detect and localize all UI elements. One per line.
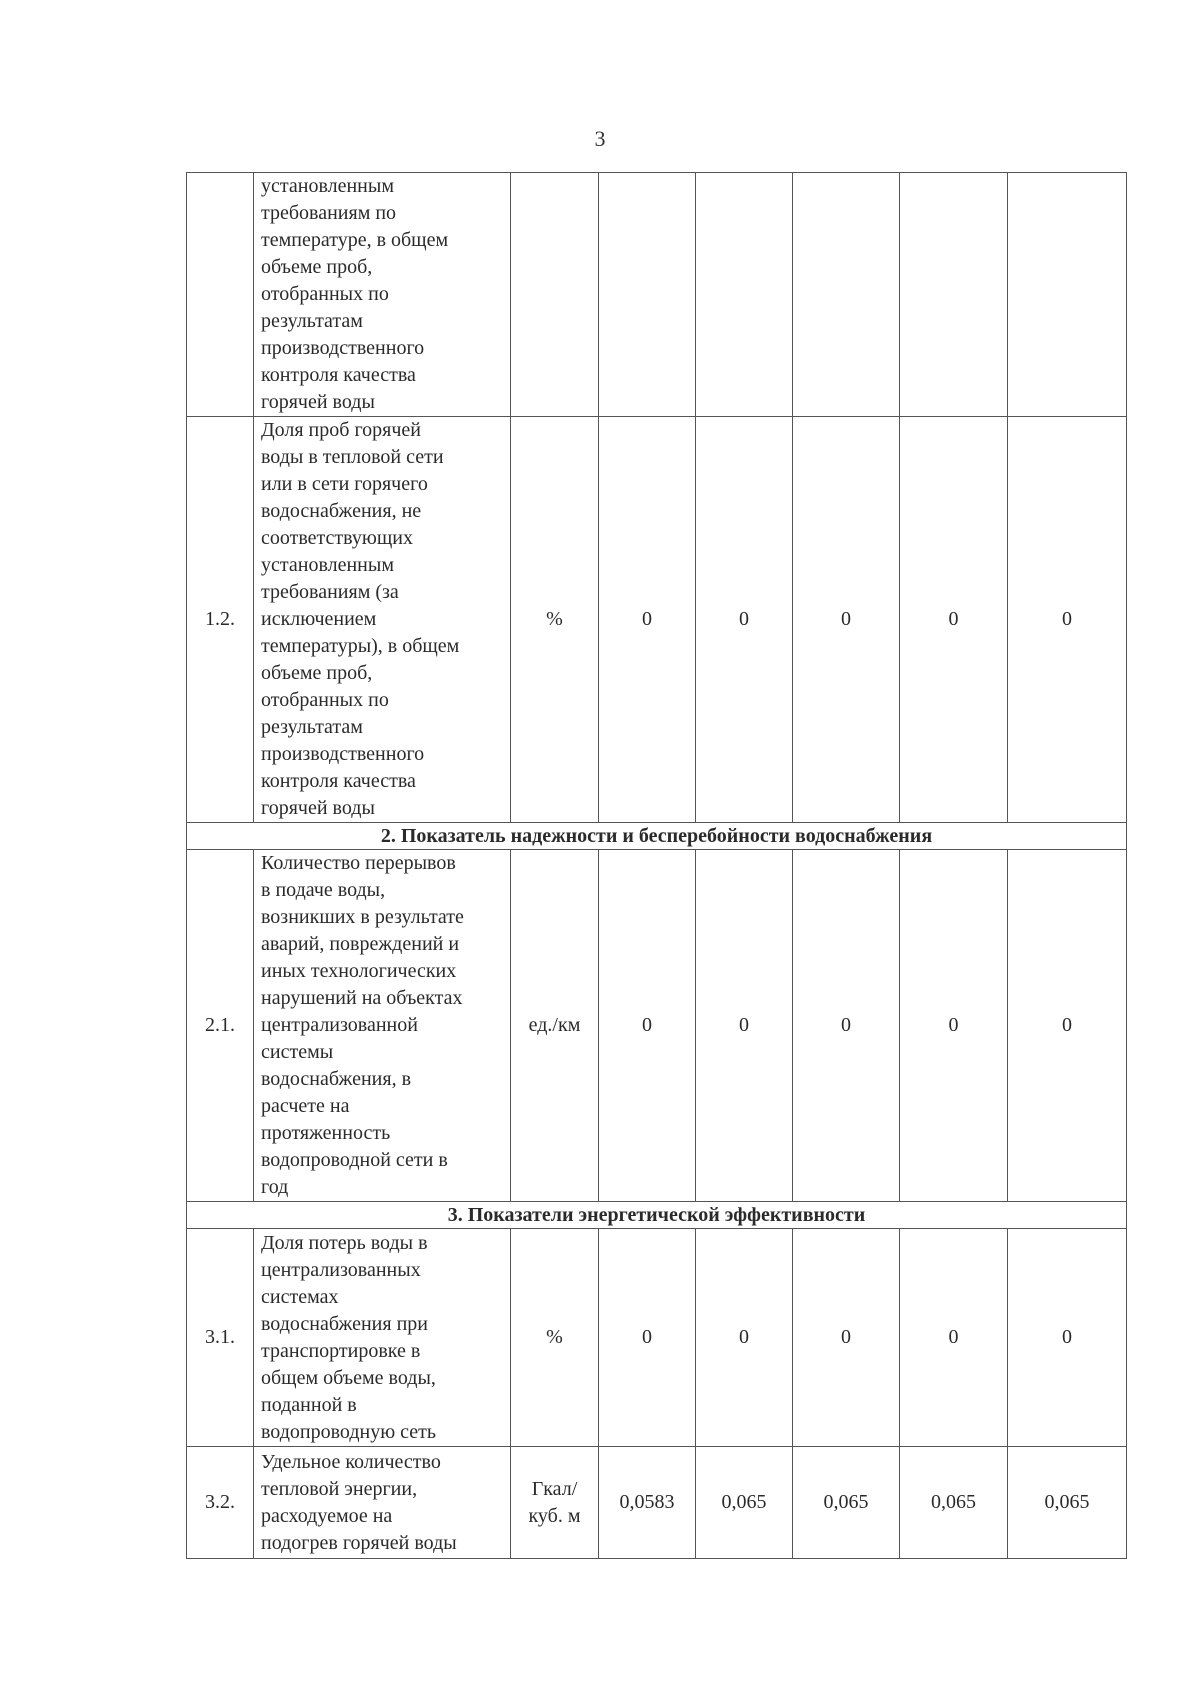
value-cell: 0 <box>900 850 1008 1202</box>
row-number <box>187 173 254 417</box>
indicators-table <box>186 172 1127 1559</box>
table-row <box>187 417 1127 823</box>
value-cell: 0 <box>599 1229 696 1447</box>
unit-cell: Гкал/ куб. м <box>511 1447 599 1559</box>
value-cell: 0 <box>1008 1229 1127 1447</box>
value-cell: 0 <box>696 850 793 1202</box>
section-header <box>187 823 1127 850</box>
table-row <box>187 173 1127 417</box>
indicator-description: установленным требованиям по температуре, в общем объеме проб, отобранных по результатам производственного контроля качества горячей воды <box>254 173 511 417</box>
unit-cell: % <box>511 417 599 823</box>
value-cell <box>900 173 1008 417</box>
value-cell: 0 <box>696 417 793 823</box>
value-cell <box>599 173 696 417</box>
value-cell: 0 <box>1008 417 1127 823</box>
table-row <box>187 1229 1127 1447</box>
row-number: 3.1. <box>187 1229 254 1447</box>
value-cell: 0 <box>900 417 1008 823</box>
value-cell: 0 <box>696 1229 793 1447</box>
section-header <box>187 1202 1127 1229</box>
value-cell: 0 <box>900 1229 1008 1447</box>
value-cell: 0,065 <box>696 1447 793 1559</box>
row-number: 1.2. <box>187 417 254 823</box>
row-number: 3.2. <box>187 1447 254 1559</box>
unit-cell: ед./км <box>511 850 599 1202</box>
value-cell: 0 <box>599 417 696 823</box>
page-number: 3 <box>594 126 606 151</box>
table-row <box>187 1447 1127 1559</box>
value-cell: 0 <box>1008 850 1127 1202</box>
value-cell: 0,065 <box>1008 1447 1127 1559</box>
value-cell <box>1008 173 1127 417</box>
indicator-description: Удельное количество тепловой энергии, расходуемое на подогрев горячей воды <box>254 1447 511 1559</box>
indicator-description: Доля потерь воды в централизованных системах водоснабжения при транспортировке в общем объеме воды, поданной в водопроводную сеть <box>254 1229 511 1447</box>
unit-cell: % <box>511 1229 599 1447</box>
value-cell: 0 <box>793 417 900 823</box>
value-cell: 0 <box>793 1229 900 1447</box>
section-title: 2. Показатель надежности и бесперебойности водоснабжения <box>187 823 1127 850</box>
row-number: 2.1. <box>187 850 254 1202</box>
table-row <box>187 850 1127 1202</box>
value-cell: 0 <box>793 850 900 1202</box>
indicator-description: Доля проб горячей воды в тепловой сети или в сети горячего водоснабжения, не соответствующих установленным требованиям (за исключением температуры), в общем объеме проб, отобранных по результатам производственного контроля качества горячей воды <box>254 417 511 823</box>
value-cell: 0,065 <box>793 1447 900 1559</box>
value-cell: 0,065 <box>900 1447 1008 1559</box>
value-cell: 0,0583 <box>599 1447 696 1559</box>
value-cell: 0 <box>599 850 696 1202</box>
unit-cell <box>511 173 599 417</box>
section-title: 3. Показатели энергетической эффективности <box>187 1202 1127 1229</box>
value-cell <box>793 173 900 417</box>
value-cell <box>696 173 793 417</box>
indicator-description: Количество перерывов в подаче воды, возникших в результате аварий, повреждений и иных технологических нарушений на объектах централизованной системы водоснабжения, в расчете на протяженность водопроводной сети в год <box>254 850 511 1202</box>
